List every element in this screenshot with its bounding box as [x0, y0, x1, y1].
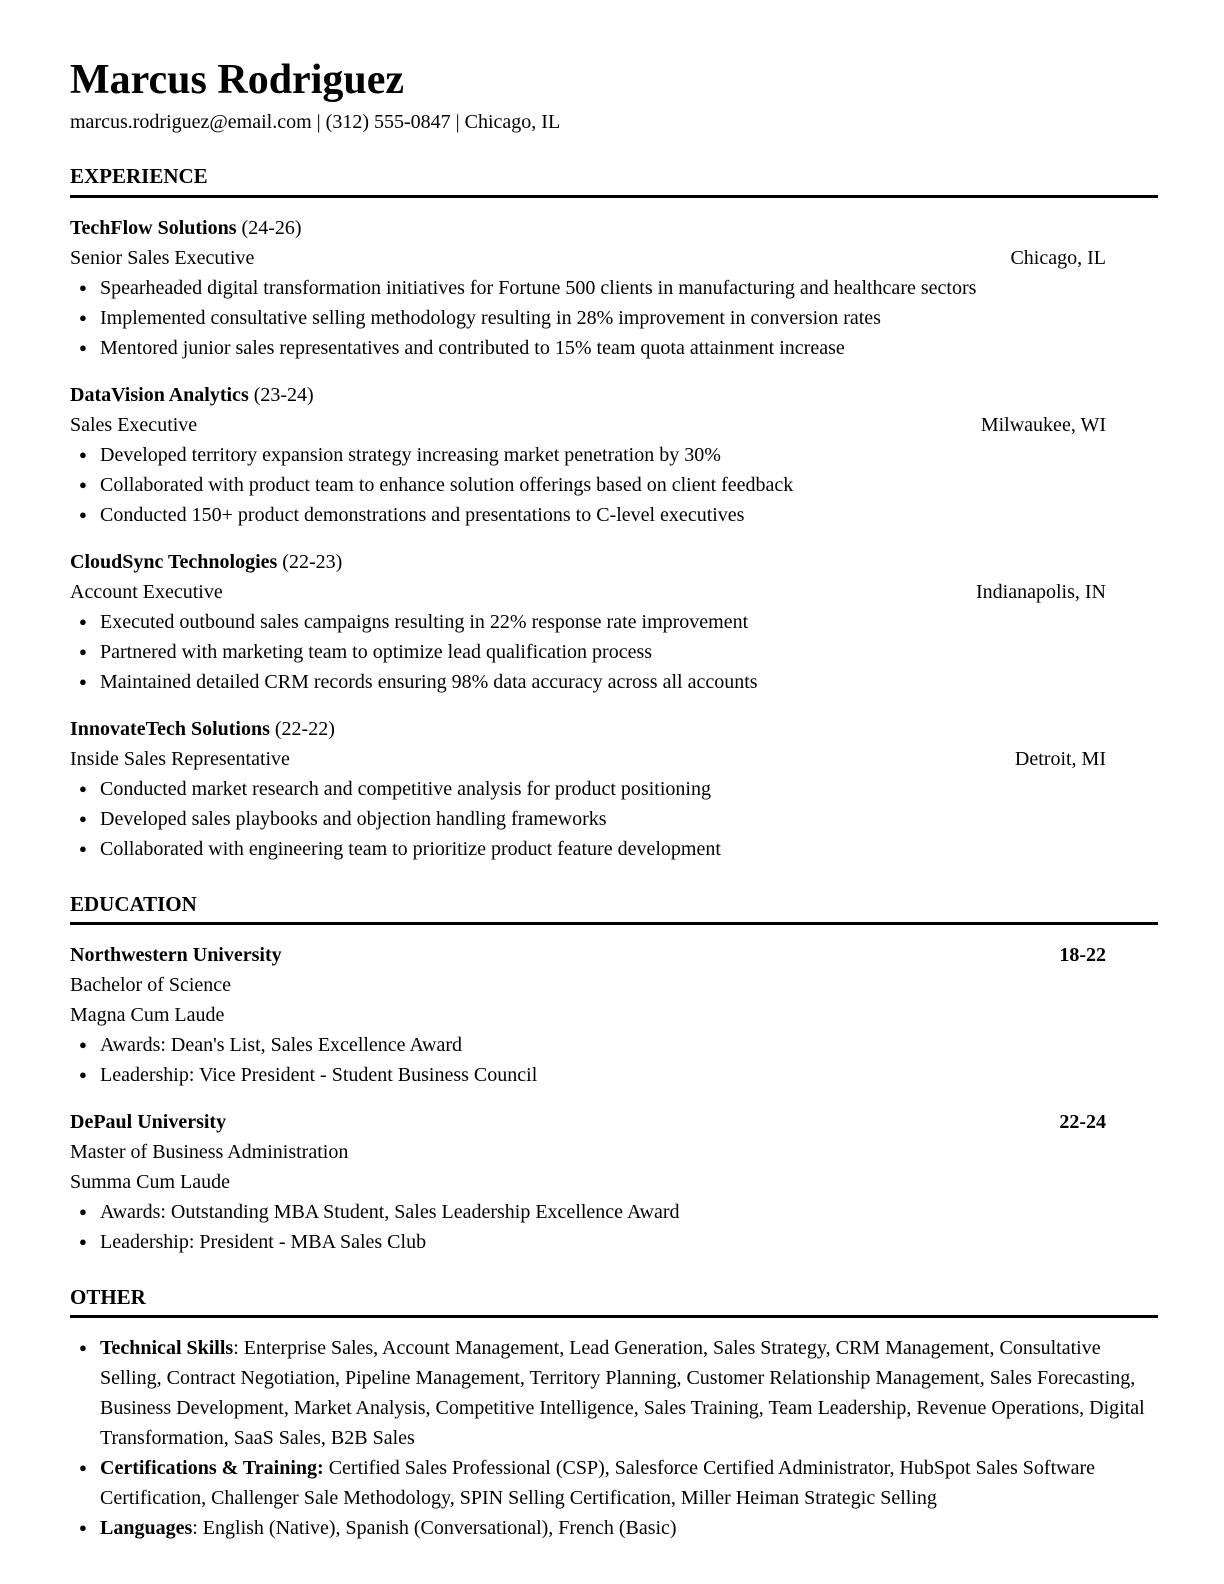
bullet-item: ● Leadership: Vice President - Student Business Council — [70, 1060, 1158, 1090]
job-heading — [70, 547, 1158, 577]
honors: Magna Cum Laude — [70, 1003, 225, 1026]
school-name: Northwestern University — [70, 943, 282, 966]
education-entry — [70, 1107, 1158, 1257]
page-title: Marcus Rodriguez — [70, 57, 405, 103]
education-bullet-list — [70, 1197, 1158, 1257]
degree: Bachelor of Science — [70, 973, 232, 996]
job-title: Account Executive — [70, 580, 223, 603]
bullet-item: ● Spearheaded digital transformation initiatives for Fortune 500 clients in manufacturing and healthcare sectors — [70, 273, 1158, 303]
job-subheading — [70, 243, 1158, 273]
bullet-item — [70, 1333, 1158, 1453]
education-section — [70, 891, 1158, 1257]
bullet-item: ● Maintained detailed CRM records ensuring 98% data accuracy across all accounts — [70, 667, 1158, 697]
school-heading — [70, 940, 1158, 970]
bullet-item: ● Leadership: President - MBA Sales Club — [70, 1227, 1158, 1257]
bullet-item: ● Implemented consultative selling methodology resulting in 28% improvement in conversion rates — [70, 303, 1158, 333]
job-dates: (23-24) — [253, 383, 314, 406]
job-entry — [70, 213, 1158, 363]
education-dates: 22-24 — [1059, 1110, 1106, 1133]
other-item-text: : Enterprise Sales, Account Management, Lead Generation, Sales Strategy, CRM Management, Consultative Selling, Contract Negotiation, Pipeline Management, Territory Planning, Customer Relationship Management, Sales Forecasting, Business Development, Market Analysis, Competitive Intelligence, Sales Training, Team Leadership, Revenue Operations, Digital Transformation, SaaS Sales, B2B Sales — [100, 1337, 1145, 1450]
job-dates: (22-22) — [274, 717, 335, 740]
job-title: Sales Executive — [70, 413, 198, 436]
job-title: Inside Sales Representative — [70, 747, 290, 770]
bullet-item: ● Awards: Dean's List, Sales Excellence Award — [70, 1030, 1158, 1060]
job-heading — [70, 213, 1158, 243]
experience-section-title: EXPERIENCE — [70, 163, 1158, 197]
school-heading — [70, 1107, 1158, 1137]
job-entry — [70, 380, 1158, 530]
company-name: TechFlow Solutions — [70, 216, 237, 239]
job-subheading — [70, 744, 1158, 774]
bullet-item: ● Partnered with marketing team to optimize lead qualification process — [70, 637, 1158, 667]
bullet-item: ● Mentored junior sales representatives and contributed to 15% team quota attainment increase — [70, 333, 1158, 363]
job-dates: (22-23) — [282, 550, 343, 573]
job-location: Detroit, MI — [1014, 747, 1106, 770]
bullet-item — [70, 1453, 1158, 1513]
bullet-item: ● Collaborated with engineering team to prioritize product feature development — [70, 834, 1158, 864]
job-heading — [70, 714, 1158, 744]
company-name: DataVision Analytics — [70, 383, 249, 406]
other-section — [70, 1284, 1158, 1543]
bullet-item: ● Conducted 150+ product demonstrations and presentations to C-level executives — [70, 500, 1158, 530]
company-name: InnovateTech Solutions — [70, 717, 270, 740]
bullet-item: ● Developed territory expansion strategy increasing market penetration by 30% — [70, 440, 1158, 470]
company-name: CloudSync Technologies — [70, 550, 278, 573]
job-location: Milwaukee, WI — [980, 413, 1106, 436]
bullet-item: ● Developed sales playbooks and objection handling frameworks — [70, 804, 1158, 834]
job-bullet-list — [70, 273, 1158, 363]
other-item-label: Certifications & Training: — [100, 1457, 324, 1480]
degree: Master of Business Administration — [70, 1140, 349, 1163]
education-section-title: EDUCATION — [70, 891, 1158, 925]
education-dates: 18-22 — [1059, 943, 1106, 966]
job-entry — [70, 547, 1158, 697]
contact-line: marcus.rodriguez@email.com | (312) 555-0847 | Chicago, IL — [70, 111, 561, 134]
education-entry — [70, 940, 1158, 1090]
bullet-item — [70, 1513, 1158, 1543]
job-subheading — [70, 410, 1158, 440]
job-bullet-list — [70, 774, 1158, 864]
job-heading — [70, 380, 1158, 410]
bullet-item: ● Conducted market research and competitive analysis for product positioning — [70, 774, 1158, 804]
job-location: Indianapolis, IN — [976, 580, 1106, 603]
job-bullet-list — [70, 440, 1158, 530]
experience-section — [70, 163, 1158, 863]
school-name: DePaul University — [70, 1110, 227, 1133]
job-title: Senior Sales Executive — [70, 246, 255, 269]
other-item-text: : English (Native), Spanish (Conversational), French (Basic) — [192, 1517, 677, 1540]
other-item-text: Certified Sales Professional (CSP), Salesforce Certified Administrator, HubSpot Sales Software Certification, Challenger Sale Methodology, SPIN Selling Certification, Miller Heiman Strategic Selling — [100, 1457, 1095, 1510]
bullet-item: ● Collaborated with product team to enhance solution offerings based on client feedback — [70, 470, 1158, 500]
other-bullet-list — [70, 1333, 1158, 1543]
job-bullet-list — [70, 607, 1158, 697]
bullet-item: ● Awards: Outstanding MBA Student, Sales Leadership Excellence Award — [70, 1197, 1158, 1227]
bullet-item: ● Executed outbound sales campaigns resulting in 22% response rate improvement — [70, 607, 1158, 637]
job-entry — [70, 714, 1158, 864]
education-bullet-list — [70, 1030, 1158, 1090]
other-item-label: Technical Skills — [100, 1337, 234, 1360]
job-dates: (24-26) — [241, 216, 302, 239]
resume-header — [70, 56, 1158, 136]
job-location: Chicago, IL — [1010, 246, 1106, 269]
honors: Summa Cum Laude — [70, 1170, 230, 1193]
other-item-label: Languages — [100, 1517, 193, 1540]
other-section-title: OTHER — [70, 1284, 1158, 1318]
job-subheading — [70, 577, 1158, 607]
